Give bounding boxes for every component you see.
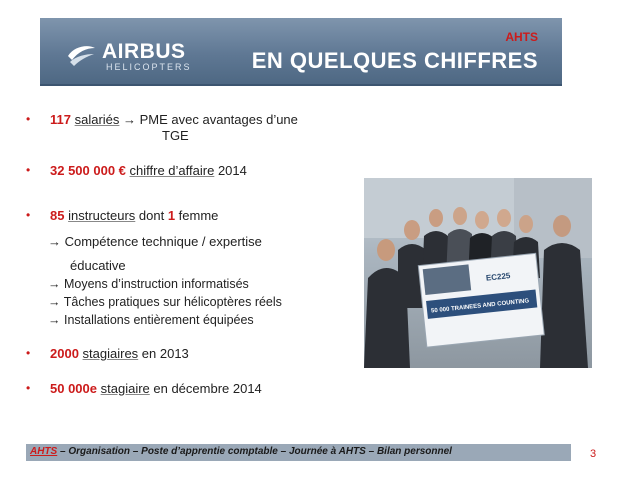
sub-item: → Tâches pratiques sur hélicoptères réels <box>48 295 282 309</box>
bullet-dot: • <box>26 208 31 222</box>
sub-item: → Installations entièrement équipées <box>48 313 254 327</box>
page-number: 3 <box>590 448 597 460</box>
bullet-continuation: TGE <box>162 128 189 143</box>
bullet-text: 50 000e stagiaire en décembre 2014 <box>50 381 262 396</box>
footer-navigation <box>30 446 452 457</box>
footer-current-section[interactable]: AHTS <box>30 446 58 457</box>
bullet-dot: • <box>26 346 31 360</box>
airbus-helicopters-logo <box>66 38 206 76</box>
section-tag: AHTS <box>505 30 538 44</box>
bullet-text: 117 salariés → PME avec avantages d’une <box>50 112 298 127</box>
group-photo <box>364 178 592 368</box>
slide-title: EN QUELQUES CHIFFRES <box>251 48 538 73</box>
airbus-wing-icon <box>66 42 96 68</box>
banner-model-text: EC225 <box>485 271 511 283</box>
bullet-dot: • <box>26 381 31 395</box>
bullet-dot: • <box>26 163 31 177</box>
logo-subtitle: HELICOPTERS <box>106 62 192 72</box>
sub-item: → Moyens d’instruction informatisés <box>48 277 249 291</box>
bullet-text: 85 instructeurs dont 1 femme <box>50 208 219 223</box>
bullet-text: 2000 stagiaires en 2013 <box>50 346 189 361</box>
banner-headline-text: 50 000 TRAINEES AND COUNTING <box>430 298 530 315</box>
bullet-text: 32 500 000 € chiffre d’affaire 2014 <box>50 163 247 178</box>
logo-wordmark: AIRBUS <box>102 40 186 63</box>
sub-item: éducative <box>70 258 126 273</box>
group-photo-illustration <box>364 178 592 368</box>
sub-item: → Compétence technique / expertise <box>48 234 262 249</box>
footer-sections: – Organisation – Poste d’apprentie comptable – Journée à AHTS – Bilan personnel <box>57 446 452 457</box>
header-divider <box>40 84 562 86</box>
bullet-dot: • <box>26 112 31 126</box>
